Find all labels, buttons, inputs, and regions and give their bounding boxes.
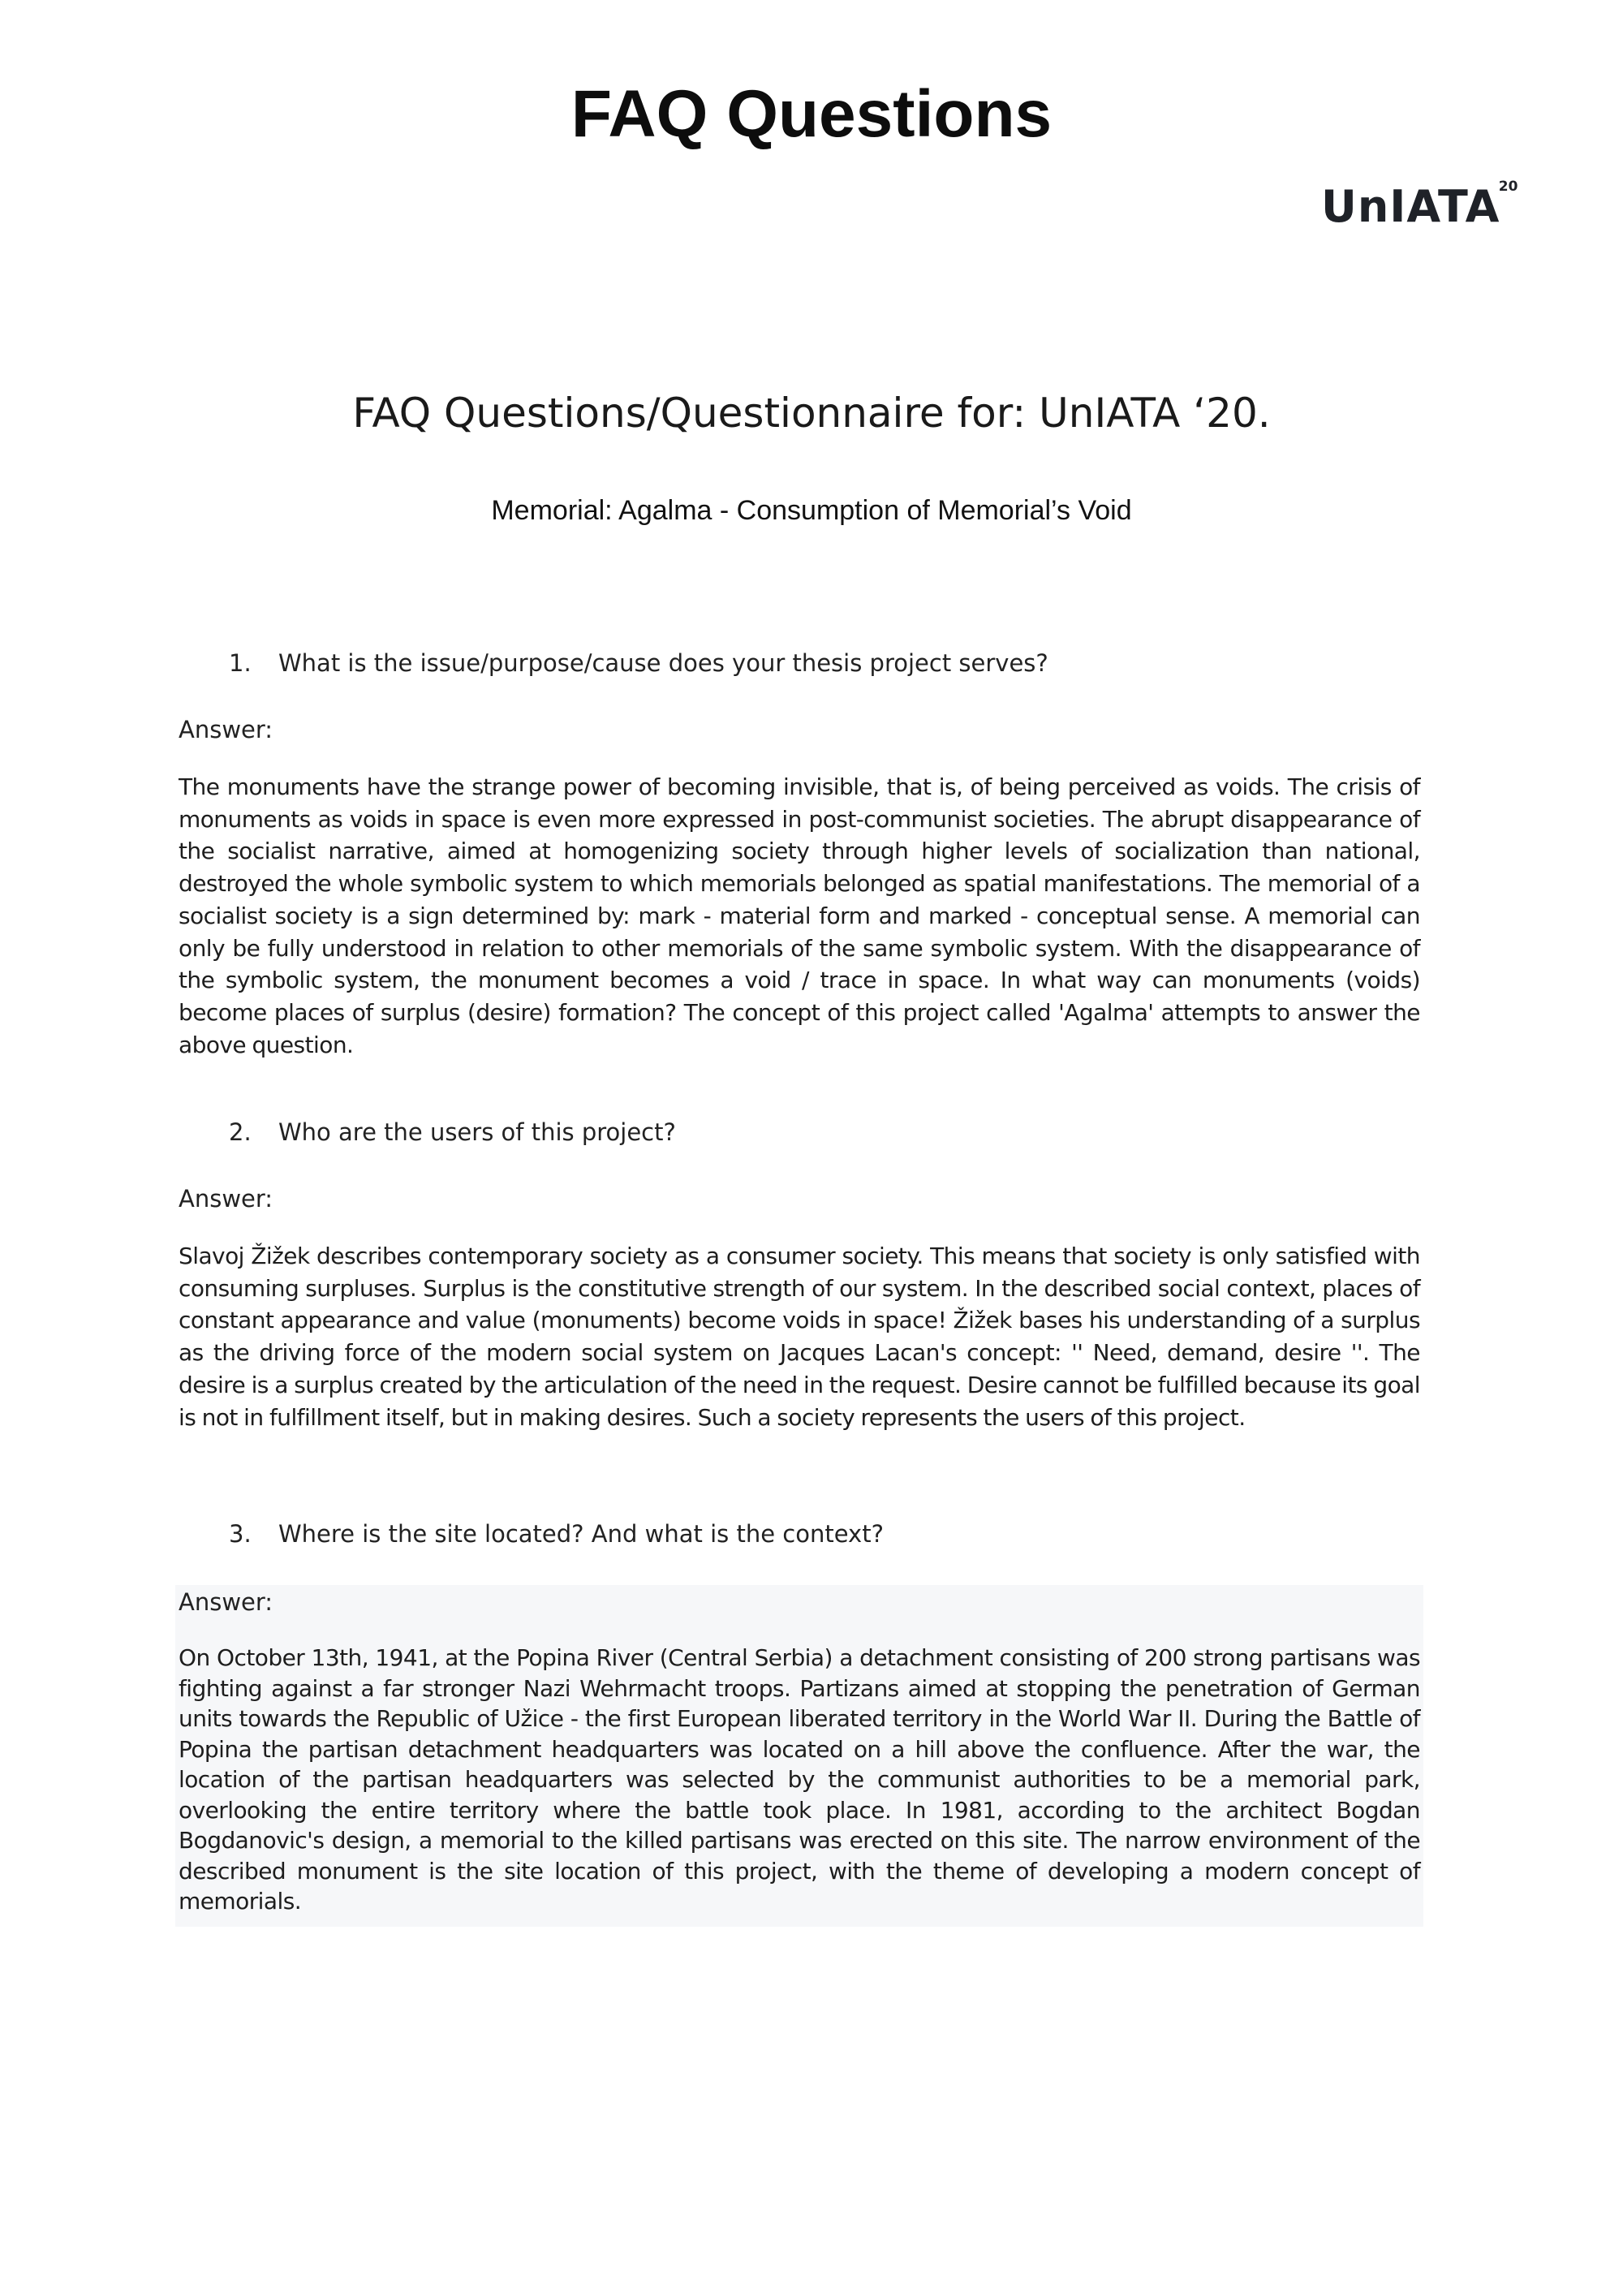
question-number: 1.	[229, 649, 252, 677]
answer-label: Answer:	[179, 1588, 273, 1616]
answer-text: On October 13th, 1941, at the Popina River (Central Serbia) a detachment consisting of 200 strong partisans was fighting against a far stronger Nazi Wehrmacht troops. Partizans aimed at stopping the penetration of German units towards the Republic of Užice - the first European liberated territory in the World War II. During the Battle of Popina the partisan detachment headquarters was located on a hill above the confluence. After the war, the location of the partisan headquarters was selected by the communist authorities to be a memorial park, overlooking the entire territory where the battle took place. In 1981, according to the architect Bogdan Bogdanovic's design, a memorial to the killed partisans was erected on this site. The narrow environment of the described monument is the site location of this project, with the theme of developing a modern concept of memorials.	[179, 1644, 1420, 1915]
question-text: Who are the users of this project?	[278, 1118, 676, 1146]
page-title: FAQ Questions	[570, 77, 1053, 151]
faq-question	[179, 1520, 1420, 1553]
logo-text: UnIATA	[1321, 181, 1500, 232]
faq-item	[179, 1520, 1420, 1927]
answer-block	[179, 1185, 1420, 1433]
faq-question	[179, 1118, 1420, 1151]
answer-label: Answer:	[179, 1185, 273, 1213]
unIATA-logo	[1321, 179, 1518, 232]
answer-text: Slavoj Žižek describes contemporary society as a consumer society. This means that society is only satisfied with consuming surpluses. Surplus is the constitutive strength of our system. In the described social context, places of constant appearance and value (monuments) become voids in space! Žižek bases his understanding of a surplus as the driving force of the modern social system on Jacques Lacan's concept: '' Need, demand, desire ''. The desire is a surplus created by the articulation of the need in the request. Desire cannot be fulfilled because its goal is not in fulfillment itself, but in making desires. Such a society represents the users of this project.	[179, 1243, 1420, 1431]
faq-question	[179, 649, 1420, 682]
logo-superscript: 20	[1498, 179, 1518, 195]
question-number: 2.	[229, 1118, 252, 1146]
question-text: What is the issue/purpose/cause does your thesis project serves?	[278, 649, 1048, 677]
question-text: Where is the site located? And what is the context?	[278, 1520, 884, 1548]
question-number: 3.	[229, 1520, 252, 1548]
faq-item	[179, 1118, 1420, 1433]
answer-block	[179, 716, 1420, 1061]
faq-item	[179, 649, 1420, 1061]
answer-text: The monuments have the strange power of becoming invisible, that is, of being perceived as voids. The crisis of monuments as voids in space is even more expressed in post-communist societies. The abrupt disappearance of the socialist narrative, aimed at homogenizing society through higher levels of socialization than national, destroyed the whole symbolic system to which memorials belonged as spatial manifestations. The memorial of a socialist society is a sign determined by: mark - material form and marked - conceptual sense. A memorial can only be fully understood in relation to other memorials of the same symbolic system. With the disappearance of the symbolic system, the monument becomes a void / trace in space. In what way can monuments (voids) become places of surplus (desire) formation? The concept of this project called 'Agalma' attempts to answer the above question.	[179, 773, 1420, 1058]
document-subheading: Memorial: Agalma - Consumption of Memorial’s Void	[491, 495, 1132, 526]
answer-block	[175, 1585, 1423, 1927]
answer-label: Answer:	[179, 716, 273, 743]
document-heading: FAQ Questions/Questionnaire for: UnIATA ‘20.	[352, 390, 1271, 437]
